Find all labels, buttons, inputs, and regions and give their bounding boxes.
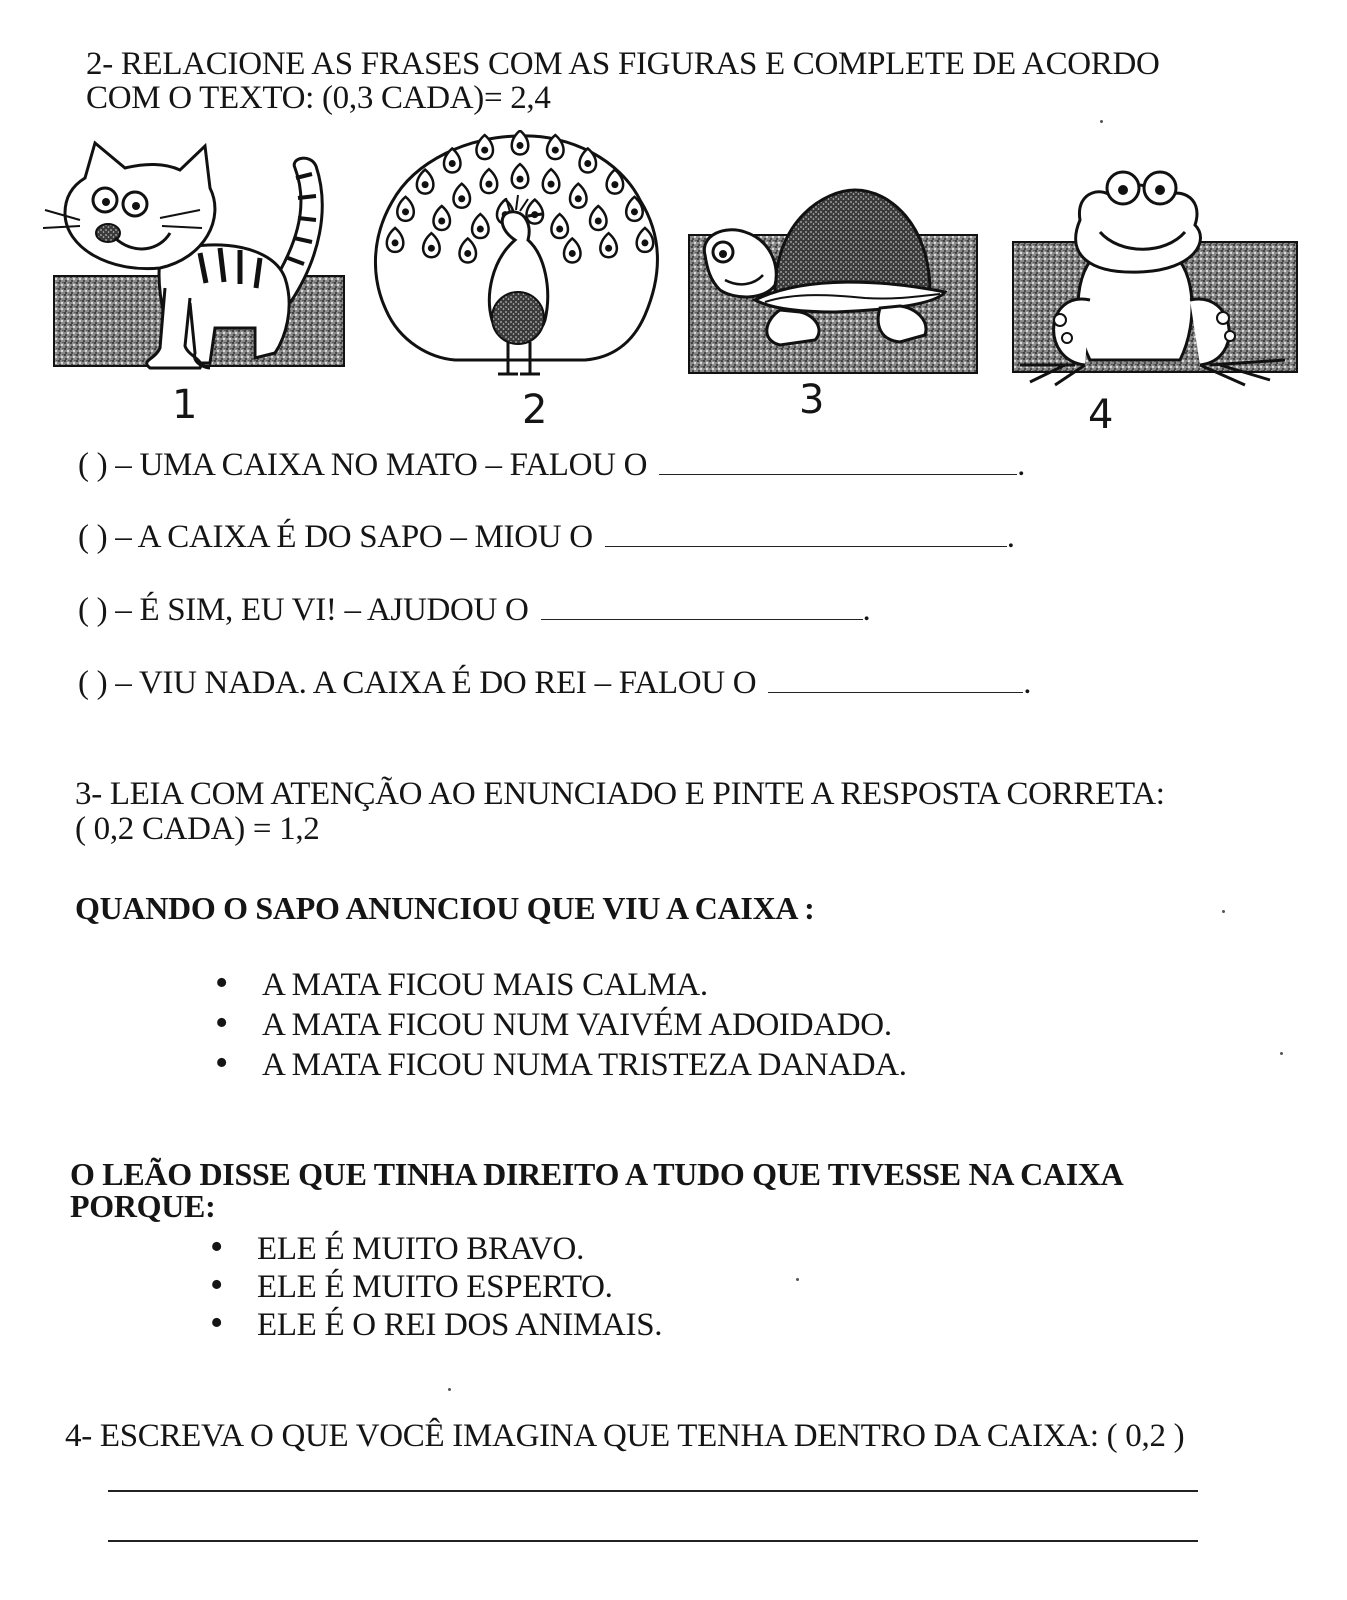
answer-blank[interactable] xyxy=(605,520,1007,547)
feather-dot xyxy=(605,245,612,252)
feather-dot xyxy=(569,250,576,257)
feather-dot xyxy=(464,250,471,257)
peacock-icon xyxy=(370,130,670,390)
feather-dot xyxy=(438,217,445,224)
q3-question-2-line2: PORQUE: xyxy=(70,1188,216,1224)
sentence-text: – VIU NADA. A CAIXA É DO REI – FALOU O xyxy=(115,665,757,701)
scan-speck xyxy=(1100,120,1103,123)
feather-dot xyxy=(428,245,435,252)
option-row[interactable] xyxy=(215,964,708,1002)
sentence-end: . xyxy=(1023,665,1032,701)
figure-label-2: 2 xyxy=(522,387,548,433)
option-text: A MATA FICOU NUM VAIVÉM ADOIDADO. xyxy=(261,1007,892,1043)
feather-dot xyxy=(595,217,602,224)
feather-dot xyxy=(517,142,524,149)
feather-dot xyxy=(517,176,524,183)
q2-sentence-3 xyxy=(78,593,870,627)
answer-paren[interactable]: ( ) xyxy=(78,447,108,483)
sentence-text: – É SIM, EU VI! – AJUDOU O xyxy=(115,592,529,628)
feather-dot xyxy=(631,208,638,215)
figure-label-3: 3 xyxy=(799,377,825,423)
q2-title-line1: 2- RELACIONE AS FRASES COM AS FIGURAS E COMPLETE DE ACORDO xyxy=(86,46,1160,82)
bullet-icon: • xyxy=(210,1264,224,1306)
option-text: ELE É MUITO ESPERTO. xyxy=(256,1269,613,1305)
option-row[interactable] xyxy=(210,1228,584,1266)
q2-title-line2: COM O TEXTO: (0,3 CADA)= 2,4 xyxy=(86,80,551,116)
answer-paren[interactable]: ( ) xyxy=(78,519,108,555)
feather-dot xyxy=(611,181,618,188)
turtle-icon xyxy=(685,180,985,380)
answer-blank[interactable] xyxy=(659,448,1017,475)
q2-sentence-4 xyxy=(78,666,1031,700)
option-row[interactable] xyxy=(210,1266,613,1304)
scan-speck xyxy=(448,1388,451,1391)
feather-dot xyxy=(552,147,559,154)
q4-title: 4- ESCREVA O QUE VOCÊ IMAGINA QUE TENHA DENTRO DA CAIXA: ( 0,2 ) xyxy=(65,1418,1185,1454)
option-text: ELE É MUITO BRAVO. xyxy=(256,1231,585,1267)
feather-dot xyxy=(481,147,488,154)
feather-dot xyxy=(548,181,555,188)
feather-dot xyxy=(485,181,492,188)
figure-label-1: 1 xyxy=(172,382,198,428)
answer-paren[interactable]: ( ) xyxy=(78,665,108,701)
feather-dot xyxy=(392,239,399,246)
figure-label-4: 4 xyxy=(1088,392,1114,438)
sentence-end: . xyxy=(1017,447,1026,483)
feather-dot xyxy=(477,226,484,233)
q2-sentence-1 xyxy=(78,448,1025,482)
q2-sentence-2 xyxy=(78,520,1015,554)
bullet-icon: • xyxy=(210,1302,224,1344)
option-text: ELE É O REI DOS ANIMAIS. xyxy=(256,1307,663,1343)
q3-question-2-line1: O LEÃO DISSE QUE TINHA DIREITO A TUDO QUE TIVESSE NA CAIXA xyxy=(70,1156,1124,1192)
frog-icon xyxy=(1005,160,1305,400)
bullet-icon: • xyxy=(215,1002,229,1044)
option-row[interactable] xyxy=(215,1004,892,1042)
scan-speck xyxy=(1280,1052,1283,1055)
option-row[interactable] xyxy=(215,1044,907,1082)
feather-dot xyxy=(575,195,582,202)
scan-speck xyxy=(1222,910,1225,913)
sentence-text: – UMA CAIXA NO MATO – FALOU O xyxy=(115,447,648,483)
answer-blank[interactable] xyxy=(768,666,1023,693)
answer-line-2[interactable] xyxy=(108,1540,1198,1542)
feather-dot xyxy=(458,195,465,202)
feather-dot xyxy=(641,239,648,246)
feather-dot xyxy=(449,160,456,167)
feather-dot xyxy=(402,208,409,215)
sentence-end: . xyxy=(1006,519,1015,555)
cat-icon xyxy=(40,138,360,378)
answer-line-1[interactable] xyxy=(108,1490,1198,1492)
answer-paren[interactable]: ( ) xyxy=(78,592,108,628)
feather-dot xyxy=(422,181,429,188)
option-text: A MATA FICOU NUMA TRISTEZA DANADA. xyxy=(261,1047,907,1083)
q3-title-line1: 3- LEIA COM ATENÇÃO AO ENUNCIADO E PINTE A RESPOSTA CORRETA: xyxy=(75,776,1165,812)
bullet-icon: • xyxy=(215,1042,229,1084)
scan-speck xyxy=(796,1278,799,1281)
option-text: A MATA FICOU MAIS CALMA. xyxy=(261,967,708,1003)
option-row[interactable] xyxy=(210,1304,662,1342)
sentence-end: . xyxy=(862,592,871,628)
bullet-icon: • xyxy=(210,1226,224,1268)
feather-dot xyxy=(556,226,563,233)
answer-blank[interactable] xyxy=(541,593,863,620)
sentence-text: – A CAIXA É DO SAPO – MIOU O xyxy=(115,519,593,555)
q3-title-line2: ( 0,2 CADA) = 1,2 xyxy=(75,811,320,847)
q3-question-1: QUANDO O SAPO ANUNCIOU QUE VIU A CAIXA : xyxy=(75,890,815,926)
feather-dot xyxy=(584,160,591,167)
bullet-icon: • xyxy=(215,962,229,1004)
